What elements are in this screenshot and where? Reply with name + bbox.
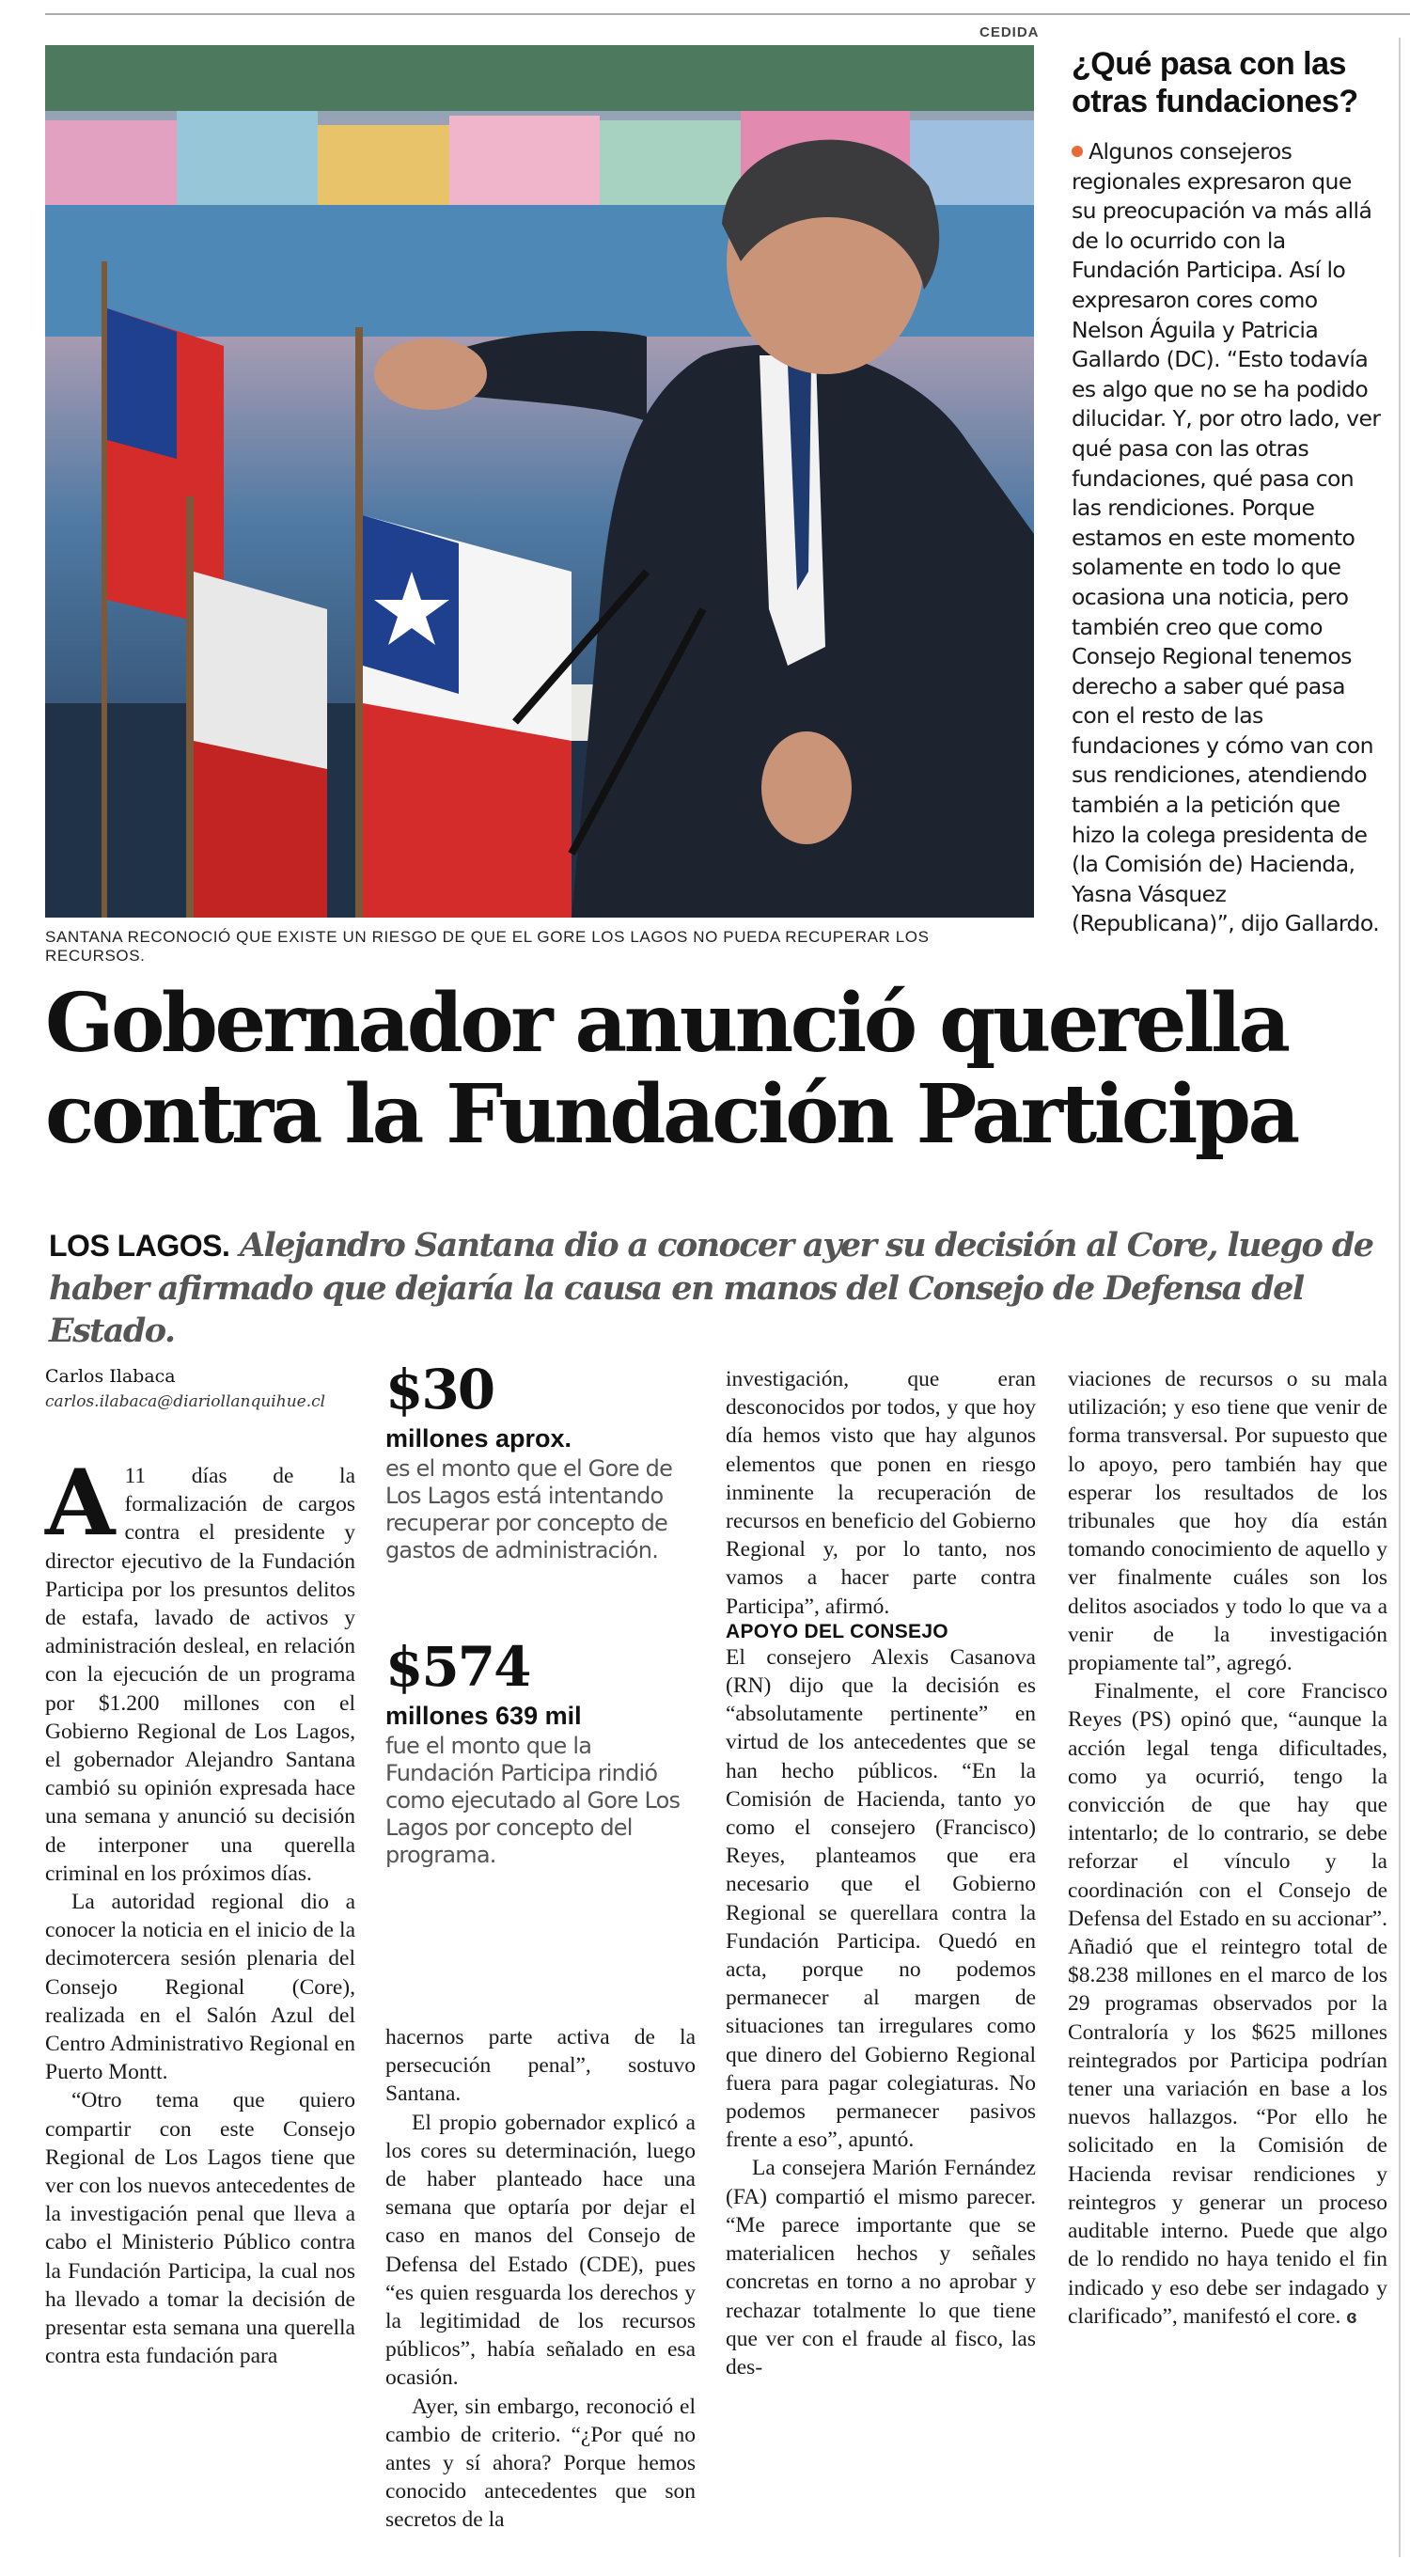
fact-amount: $574 (385, 1635, 530, 1699)
sidebar-body: Algunos consejeros regionales expresaron que su preocupación va más allá de lo ocurrido con la Fundación Participa. Así lo expresaron cores como Nelson Águila y Patricia Gallardo (DC). “Esto todavía es algo que no se ha podido dilucidar. Y, por otro lado, ver qué pasa con las otras fundaciones, qué pasa con las rendiciones. Porque estamos en este momento solamente en todo lo que ocasiona una noticia, pero también creo que como Consejo Regional tenemos derecho a saber qué pasa con el resto de las fundaciones y cómo van con sus rendiciones, atendiendo también a la petición que hizo la colega presidenta de (la Comisión de) Hacienda, Yasna Vásquez (Republicana)”, dijo Gallardo. (1072, 138, 1381, 937)
headline-line-2: contra la Fundación Participa (45, 1067, 1297, 1162)
bullet-dot-icon (1072, 146, 1083, 157)
fact-box (385, 1359, 696, 1564)
top-rule (45, 13, 1410, 15)
headline-line-1: Gobernador anunció querella (45, 976, 1288, 1071)
body-paragraph (45, 1450, 355, 1888)
sidebar-box (1072, 45, 1382, 939)
fact-amount: $30 (385, 1358, 494, 1422)
paragraph-text: Finalmente, el core Francisco Reyes (PS) opinó que, “aunque la acción legal tenga dificultades, como ya ocurrió, tengo la convicción de que hay que intentarlo; de lo contrario, se debe reforzar el vínculo y la coordinación con el Consejo de Defensa del Estado en su accionar”. Añadió que el reintegro total de $8.238 millones en el marco de los 29 programas observados por la Contraloría y los $625 millones reintegrados por Participa podrían tener una variación en base a los nuevos hallazgos. “Por ello he solicitado en la Comisión de Hacienda revisar rendiciones y reintegros y generar un proceso auditable interno. Puede que algo de lo rendido no haya tenido el fin indicado y eso debe ser indagado y clarificado”, manifestó el core. (1068, 1679, 1387, 2329)
body-paragraph: “Otro tema que quiero compartir con este Consejo Regional de Los Lagos tiene que ver con los nuevos antecedentes de la investigación penal que lleva a cabo el Ministerio Público contra la Fundación Participa, la cual nos ha llevado a tomar la decisión de presentar esta semana una querella contra esta fundación para (45, 2088, 355, 2369)
body-paragraph: Ayer, sin embargo, reconoció el cambio de criterio. “¿Por qué no antes y sí ahora? Porque hemos conocido antecedentes que son secretos de la (385, 2394, 696, 2533)
fact-description: fue el monto que la Fundación Participa rindió como ejecutado al Gore Los Lagos por concepto del programa. (385, 1733, 681, 1868)
deck (49, 1224, 1393, 1352)
sidebar-title: ¿Qué pasa con las otras fundaciones? (1072, 46, 1358, 119)
body-paragraph: investigación, que eran desconocidos por todos, y que hoy día hemos visto que hay algunos elementos que ponen en riesgo inminente la recuperación de recursos en beneficio del Gobierno Regional y, por lo tanto, nos vamos a hacer parte contra Participa”, afirmó. (726, 1367, 1036, 1619)
deck-kicker: LOS LAGOS. (49, 1229, 230, 1263)
body-paragraph: hacernos parte activa de la persecución penal”, sostuvo Santana. (385, 2025, 696, 2107)
fact-unit: millones 639 mil (385, 1702, 582, 1730)
photo-credit: CEDIDA (979, 24, 1040, 40)
paragraph-text: 11 días de la formalización de cargos contra el presidente y director ejecutivo de la Fundación Participa por los presuntos delitos de estafa, lavado de activos y administración desleal, en relación con la ejecución de un programa por $1.200 millones con el Gobierno Regional de Los Lagos, el gobernador Alejandro Santana cambió su opinión expresada hace una semana y anunció su decisión de interponer una querella criminal en los próximos días. (45, 1464, 355, 1886)
body-paragraph (1068, 1677, 1387, 2331)
author-name: Carlos Ilabaca (45, 1366, 176, 1387)
photo-caption: SANTANA RECONOCIÓ QUE EXISTE UN RIESGO DE QUE EL GORE LOS LAGOS NO PUEDA RECUPERAR LOS RECURSOS. (45, 928, 930, 965)
fact-description: es el monto que el Gore de Los Lagos está intentando recuperar por concepto de gastos de administración. (385, 1455, 673, 1563)
author-email: carlos.ilabaca@diariollanquihue.cl (45, 1392, 326, 1411)
body-column-4 (1068, 1365, 1387, 2331)
body-column-1 (45, 1450, 355, 2371)
body-column-3 (726, 1365, 1036, 2381)
headline (45, 978, 1389, 1160)
body-paragraph: viaciones de recursos o su mala utilización; y eso tiene que venir de forma transversal. Por supuesto que lo apoyo, pero también hay que esperar los resultados de los tribunales que hoy día están tomando conocimiento de aquello y ver finalmente cuáles son los delitos asociados y todo lo que va a venir de la investigación propiamente tal”, agregó. (1068, 1367, 1387, 1676)
column-rule (1399, 38, 1401, 2557)
end-mark-icon: ɞ (1346, 2306, 1357, 2328)
drop-cap: A (45, 1450, 116, 1556)
fact-box (385, 1636, 696, 1869)
fact-unit: millones aprox. (385, 1424, 572, 1453)
body-paragraph: El consejero Alexis Casanova (RN) dijo que la decisión es “absolutamente pertinente” en virtud de los antecedentes que se han hecho públicos. “En la Comisión de Hacienda, tanto yo como el consejero (Francisco) Reyes, planteamos que era necesario que el Gobierno Regional se querellara contra la Fundación Participa. Quedó en acta, porque no podemos permanecer al margen de situaciones tan irregulares como que dinero del Gobierno Regional fuera para pagar colegiaturas. No podemos permanecer pasivos frente a eso”, apuntó. (726, 1644, 1036, 2153)
photo-illustration (45, 45, 1034, 918)
body-paragraph: El propio gobernador explicó a los cores su determinación, luego de haber planteado hace una semana que optaría por dejar el caso en manos del Consejo de Defensa del Estado (CDE), pues “es quien resguarda los derechos y la legitimidad de los recursos públicos”, había señalado en esa ocasión. (385, 2110, 696, 2391)
sidebar-text (1072, 137, 1382, 939)
deck-text: Alejandro Santana dio a conocer ayer su decisión al Core, luego de haber afirmado que dejaría la causa en manos del Consejo de Defensa del Estado. (49, 1226, 1373, 1350)
body-paragraph: La autoridad regional dio a conocer la noticia en el inicio de la decimotercera sesión plenaria del Consejo Regional (Core), realizada en el Salón Azul del Centro Administrativo Regional en Puerto Montt. (45, 1890, 355, 2085)
section-subhead: APOYO DEL CONSEJO (726, 1620, 948, 1642)
body-column-2 (385, 2023, 696, 2535)
news-photo (45, 45, 1034, 918)
byline (45, 1366, 384, 1411)
body-paragraph: La consejera Marión Fernández (FA) compartió el mismo parecer. “Me parece importante que se materialicen hechos y señales concretas en torno a no aprobar y rechazar totalmente lo que tiene que ver con el fraude al fisco, las des- (726, 2156, 1036, 2380)
